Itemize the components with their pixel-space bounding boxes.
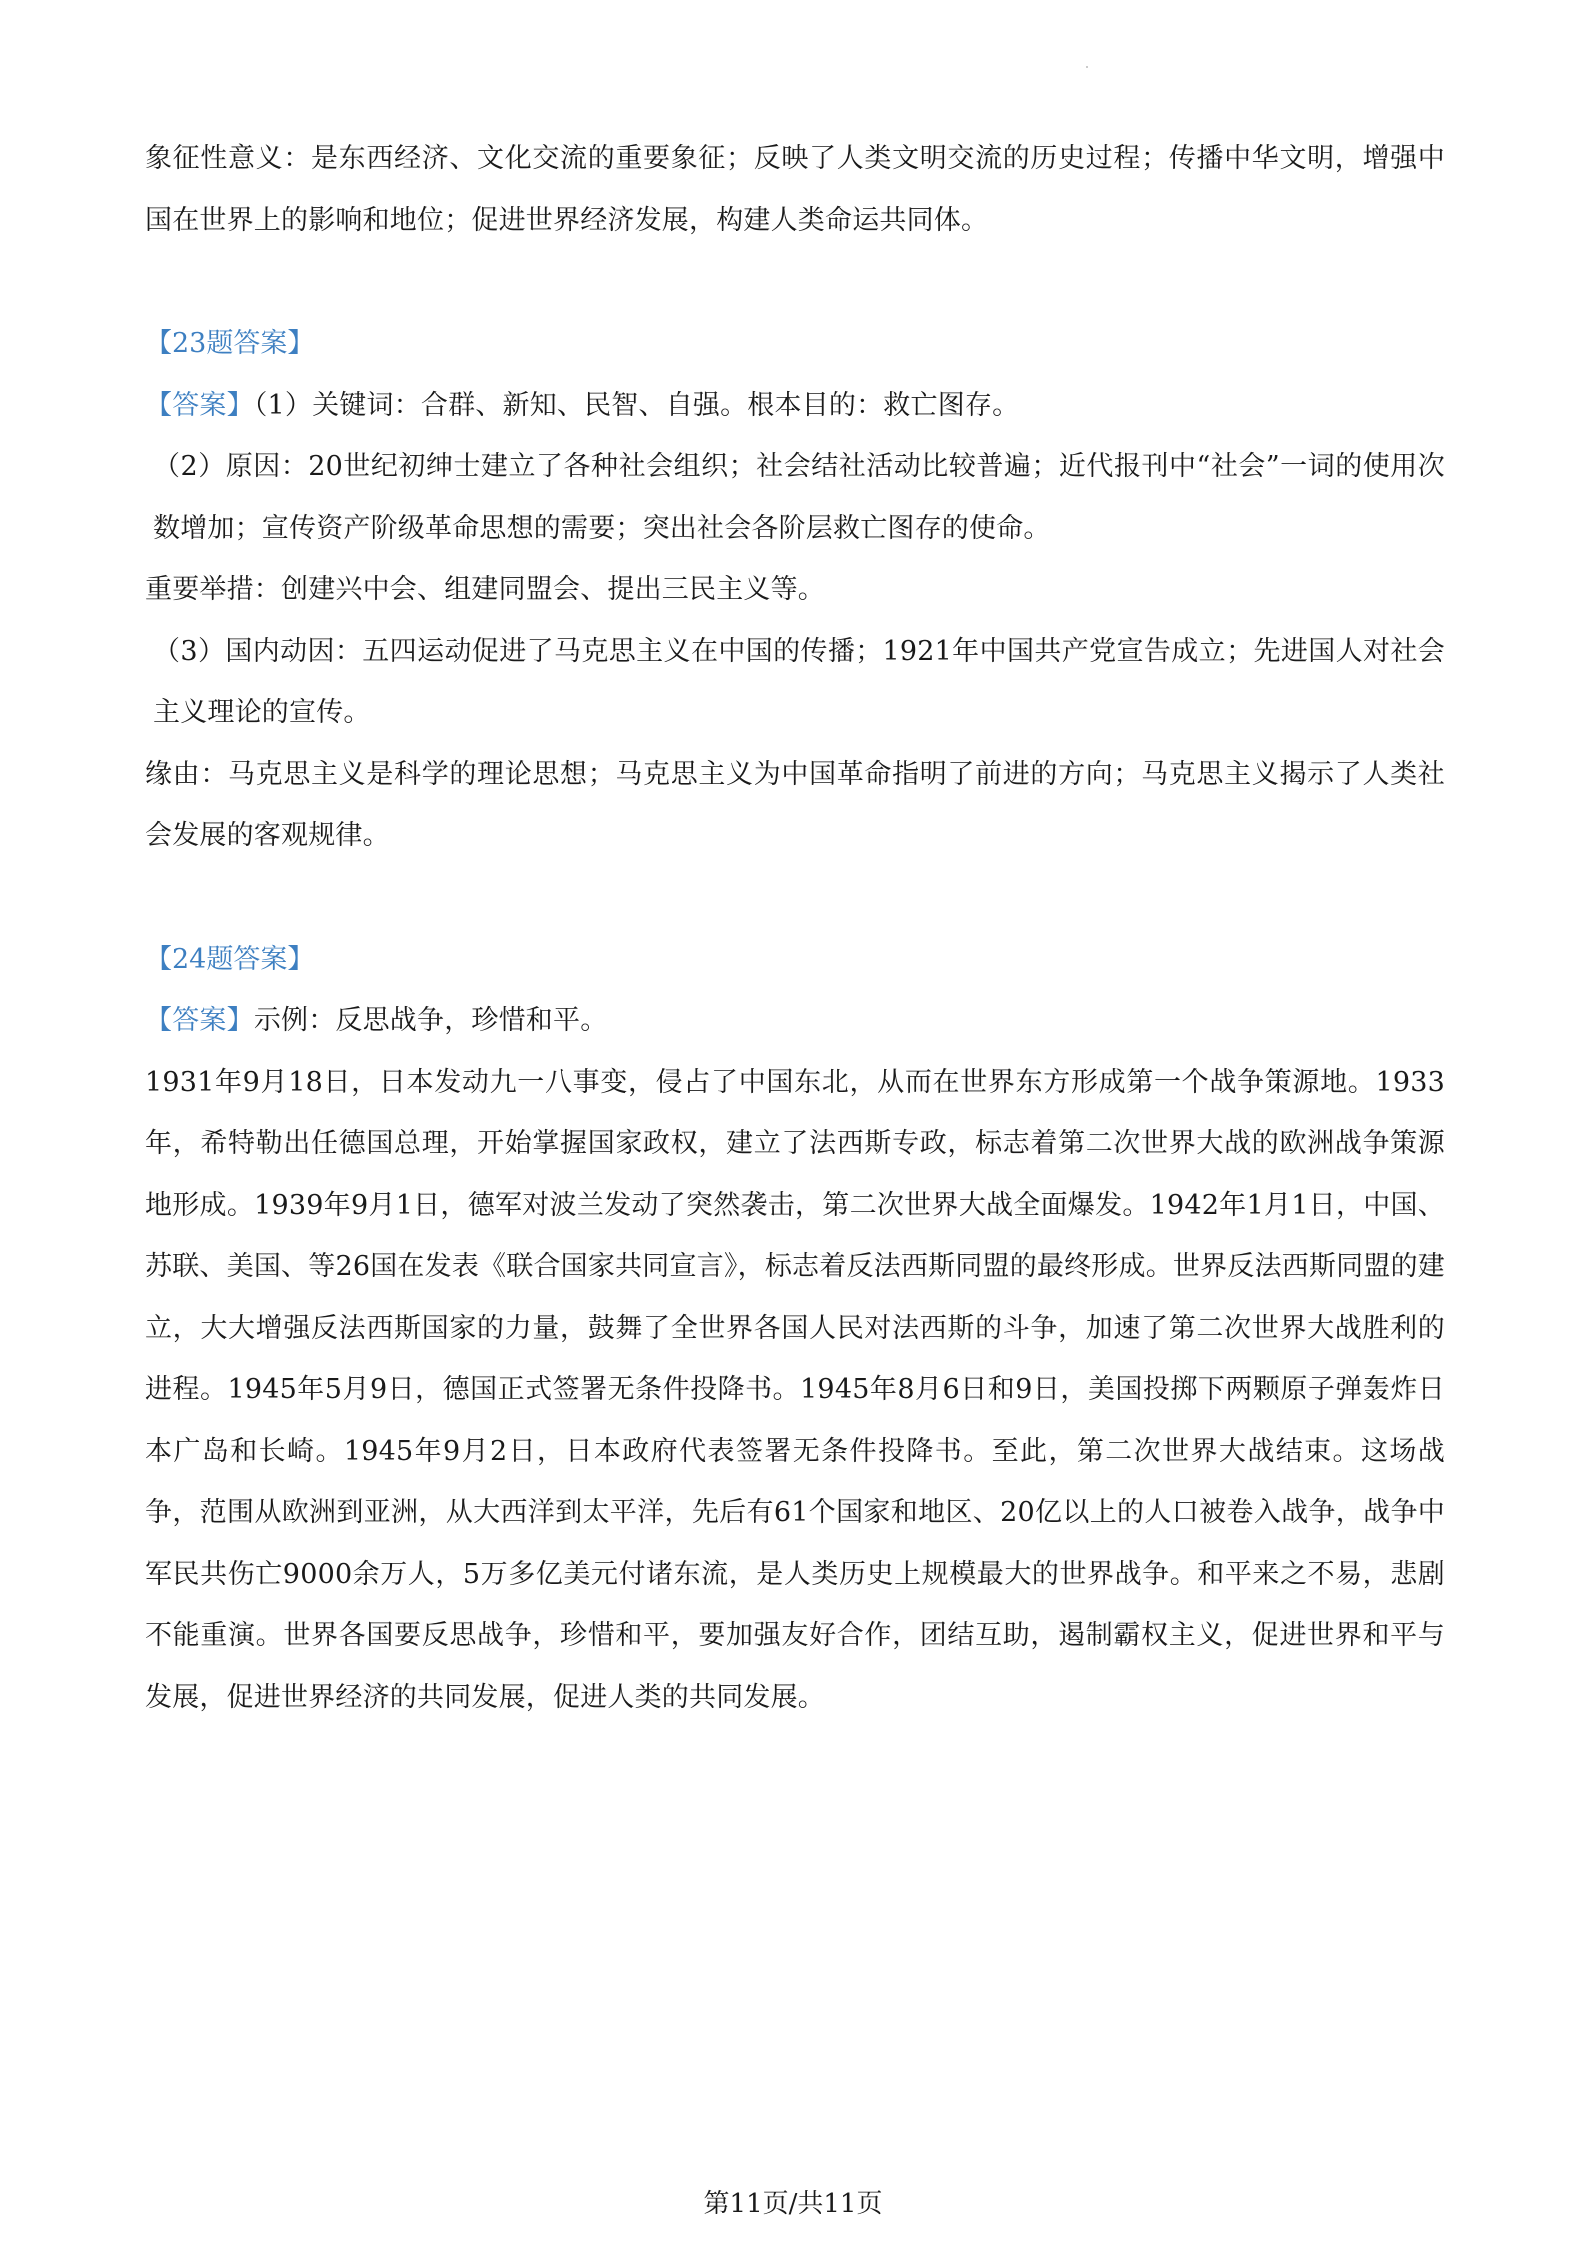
q24-answer-tag: 【答案】 bbox=[145, 1005, 254, 1036]
q24-example-text: 示例：反思战争，珍惜和平。 bbox=[253, 1005, 608, 1036]
scan-speck bbox=[1086, 66, 1088, 68]
q23-title: 【23题答案】 bbox=[145, 328, 315, 359]
q24-example bbox=[145, 990, 1445, 1052]
q23-part2: （2）原因：20世纪初绅士建立了各种社会组织；社会结社活动比较普遍；近代报刊中“社会”一词的使用次数增加；宣传资产阶级革命思想的需要；突出社会各阶层救亡图存的使命。 bbox=[153, 451, 1445, 544]
section-gap bbox=[145, 867, 1445, 929]
q23-part3: （3）国内动因：五四运动促进了马克思主义在中国的传播；1921年中国共产党宣告成立；先进国人对社会主义理论的宣传。 bbox=[153, 635, 1445, 728]
intro-paragraph: 象征性意义：是东西经济、文化交流的重要象征；反映了人类文明交流的历史过程；传播中华文明，增强中国在世界上的影响和地位；促进世界经济发展，构建人类命运共同体。 bbox=[145, 143, 1445, 236]
document-content bbox=[145, 128, 1445, 1728]
q23-measures: 重要举措：创建兴中会、组建同盟会、提出三民主义等。 bbox=[145, 574, 825, 605]
q23-part1 bbox=[145, 375, 1445, 437]
page-footer: 第11页/共11页 bbox=[703, 2189, 883, 2219]
q24-title: 【24题答案】 bbox=[145, 943, 315, 975]
q24-body: 1931年9月18日，日本发动九一八事变，侵占了中国东北，从而在世界东方形成第一个战争策源地。1933年，希特勒出任德国总理，开始掌握国家政权，建立了法西斯专政，标志着第二次世界大战的欧洲战争策源地形成。1939年9月1日，德军对波兰发动了突然袭击，第二次世界大战全面爆发。1942年1月1日，中国、苏联、美国、等26国在发表《联合国家共同宣言》，标志着反法西斯同盟的最终形成。世界反法西斯同盟的建立，大大增强反法西斯国家的力量，鼓舞了全世界各国人民对法西斯的斗争，加速了第二次世界大战胜利的进程。1945年5月9日，德国正式签署无条件投降书。1945年8月6日和9日，美国投掷下两颗原子弹轰炸日本广岛和长崎。1945年9月2日，日本政府代表签署无条件投降书。至此，第二次世界大战结束。这场战争，范围从欧洲到亚洲，从大西洋到太平洋，先后有61个国家和地区、20亿以上的人口被卷入战争，战争中军民共伤亡9000余万人，5万多亿美元付诸东流，是人类历史上规模最大的世界战争。和平来之不易，悲剧不能重演。世界各国要反思战争，珍惜和平，要加强友好合作，团结互助，遏制霸权主义，促进世界和平与发展，促进世界经济的共同发展，促进人类的共同发展。 bbox=[145, 1066, 1445, 1713]
q23-part1-text: （1）关键词：合群、新知、民智、自强。根本目的：救亡图存。 bbox=[253, 389, 1020, 421]
q23-reason: 缘由：马克思主义是科学的理论思想；马克思主义为中国革命指明了前进的方向；马克思主义揭示了人类社会发展的客观规律。 bbox=[145, 758, 1445, 851]
section-gap bbox=[145, 251, 1445, 313]
q23-answer-tag: 【答案】 bbox=[145, 389, 254, 421]
